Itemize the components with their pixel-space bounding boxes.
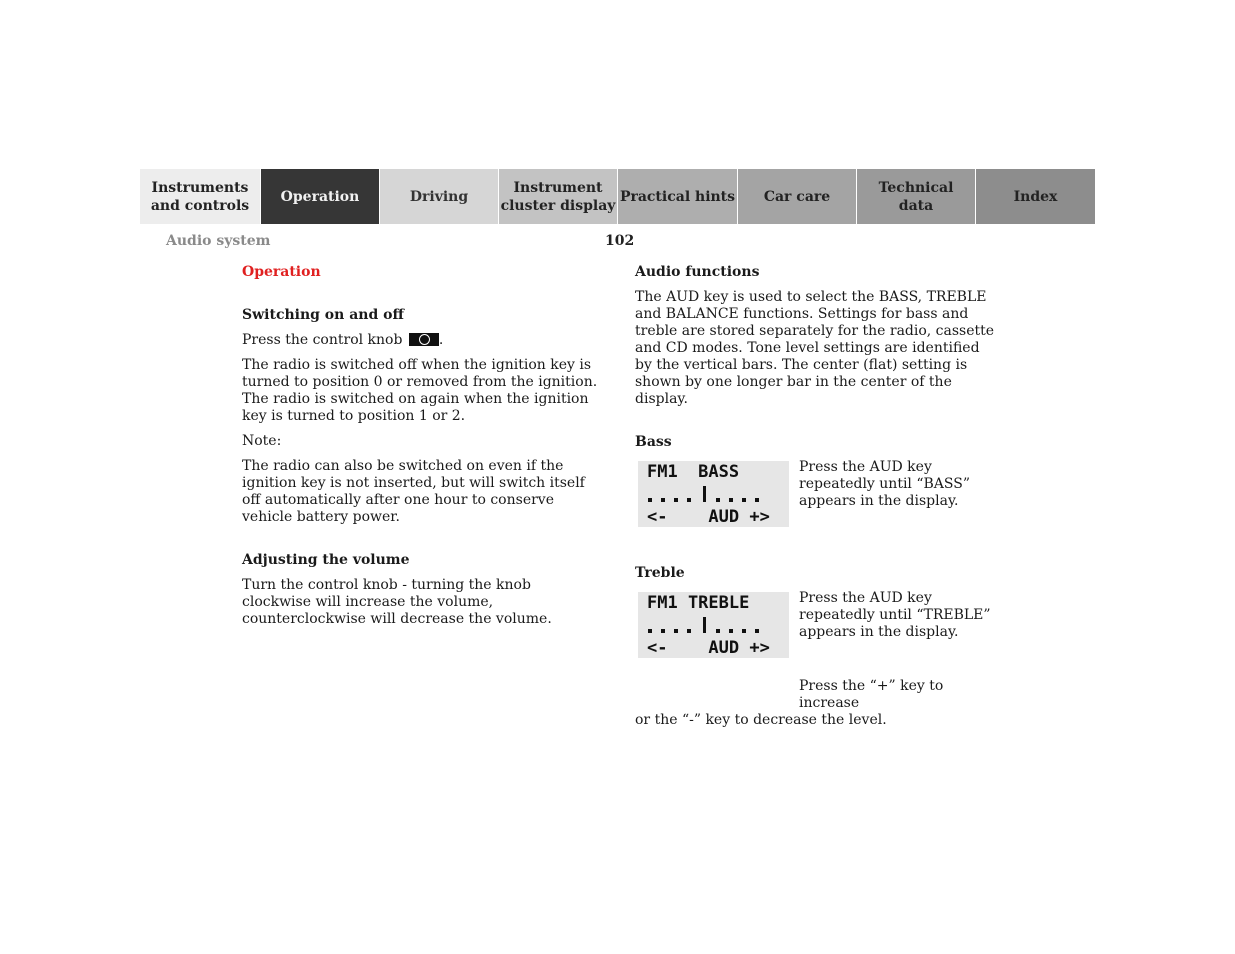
treble-lcd-display — [638, 592, 789, 658]
tab-instrument-cluster-display[interactable]: Instrument cluster display — [498, 169, 617, 224]
press-knob-label: Press the control knob — [242, 332, 403, 348]
volume-heading: Adjusting the volume — [242, 552, 410, 568]
level-dot — [716, 629, 720, 633]
right-column — [635, 264, 997, 729]
volume-text: Turn the control knob - turning the knob clockwise will increase the volume, counterclockwise will decrease the volume. — [242, 577, 552, 627]
bass-level-bars — [648, 485, 763, 503]
audio-functions-heading: Audio functions — [635, 264, 760, 280]
note-label: Note: — [242, 433, 282, 449]
treble-heading: Treble — [635, 565, 685, 581]
control-knob-icon — [409, 333, 439, 346]
press-knob-text — [242, 332, 604, 349]
left-column — [242, 264, 604, 636]
bass-lcd-display — [638, 461, 789, 527]
level-center-bar — [703, 486, 706, 502]
level-dot — [687, 498, 691, 502]
bass-heading: Bass — [635, 434, 672, 450]
treble-display-line1: FM1 TREBLE — [647, 593, 750, 613]
treble-decrease-text: or the “-” key to decrease the level. — [635, 712, 887, 728]
level-dot — [661, 629, 665, 633]
tab-operation[interactable]: Operation — [260, 169, 379, 224]
bass-display-block — [635, 459, 997, 539]
level-dot — [742, 629, 746, 633]
tab-driving[interactable]: Driving — [379, 169, 498, 224]
tab-car-care[interactable]: Car care — [737, 169, 856, 224]
level-dot — [648, 498, 652, 502]
level-dot — [729, 629, 733, 633]
switch-off-paragraph: The radio is switched off when the ignition key is turned to position 0 or removed from the ignition. The radio is switched on again when the ignition key is turned to position 1 or 2. — [242, 357, 598, 424]
level-dot — [755, 498, 759, 502]
page-number: 102 — [605, 233, 635, 249]
bass-display-line1: FM1 BASS — [647, 462, 740, 482]
bass-instruction: Press the AUD key repeatedly until “BASS” appears in the display. — [799, 459, 970, 509]
treble-instruction: Press the AUD key repeatedly until “TREBLE” appears in the display. — [799, 590, 991, 640]
chapter-tabs — [140, 169, 1095, 224]
level-dot — [755, 629, 759, 633]
level-dot — [674, 498, 678, 502]
level-dot — [729, 498, 733, 502]
treble-display-line3: <- AUD +> — [647, 638, 770, 658]
page-title: Operation — [242, 264, 321, 280]
treble-display-block — [635, 590, 997, 670]
level-dot — [674, 629, 678, 633]
note-text: The radio can also be switched on even if the ignition key is not inserted, but will switch itself off automatically after one hour to conserve vehicle battery power. — [242, 458, 585, 525]
tab-technical-data[interactable]: Technical data — [856, 169, 975, 224]
press-knob-end: . — [438, 332, 444, 348]
section-label: Audio system — [166, 233, 271, 249]
audio-functions-intro: The AUD key is used to select the BASS, TREBLE and BALANCE functions. Settings for bass and treble are stored separately for the radio, cassette and CD modes. Tone level settings are identified by the vertical bars. The center (flat) setting is shown by one longer bar in the center of the display. — [635, 289, 995, 407]
tab-practical-hints[interactable]: Practical hints — [617, 169, 737, 224]
treble-level-instruction — [635, 678, 997, 729]
treble-level-bars — [648, 616, 763, 634]
level-center-bar — [703, 617, 706, 633]
bass-display-line3: <- AUD +> — [647, 507, 770, 527]
level-dot — [648, 629, 652, 633]
level-dot — [742, 498, 746, 502]
level-dot — [687, 629, 691, 633]
level-dot — [661, 498, 665, 502]
level-dot — [716, 498, 720, 502]
tab-instruments-and-controls[interactable]: Instruments and controls — [140, 169, 260, 224]
switching-heading: Switching on and off — [242, 307, 404, 323]
treble-increase-text: Press the “+” key to increase — [799, 678, 944, 711]
tab-index[interactable]: Index — [975, 169, 1095, 224]
